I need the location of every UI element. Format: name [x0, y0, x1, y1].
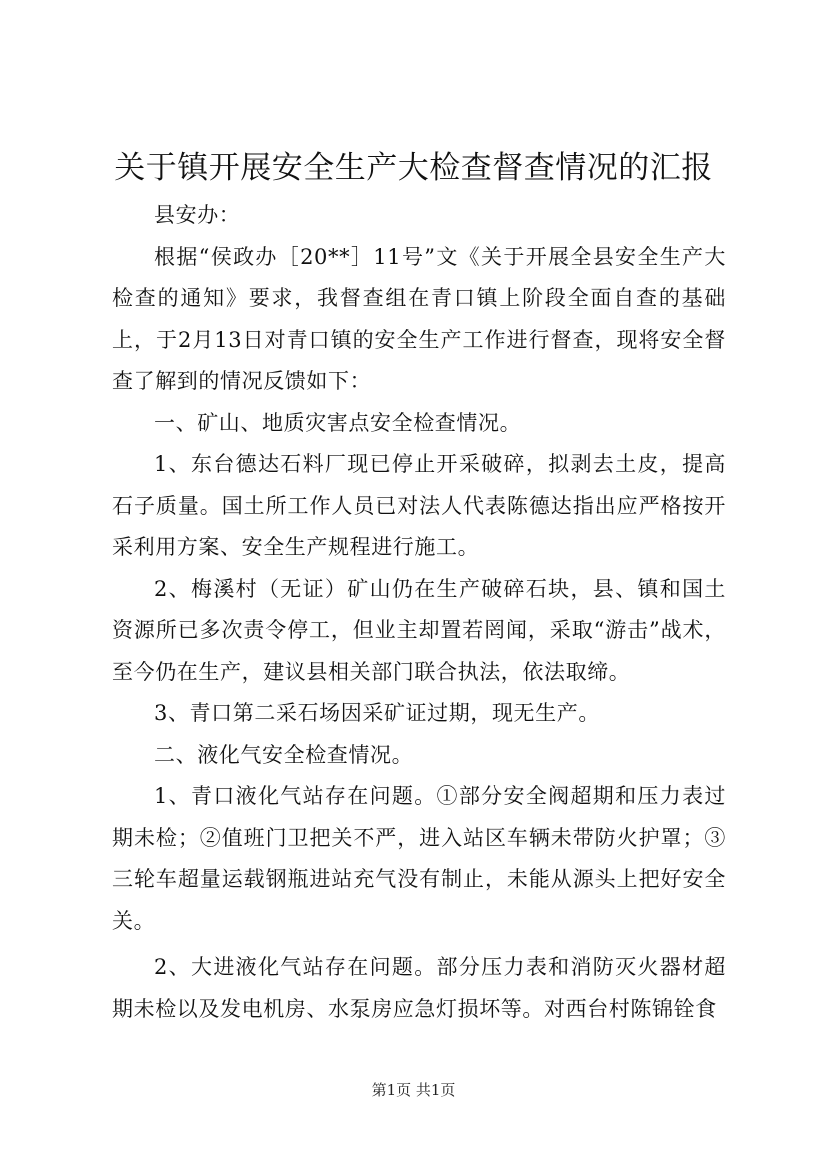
section-heading: 一、矿山、地质灾害点安全检查情况。 — [154, 410, 522, 435]
paragraph: 3、青口第二采石场因采矿证过期，现无生产。 — [154, 701, 600, 725]
section-heading: 二、液化气安全检查情况。 — [154, 742, 414, 767]
paragraph: 2、大进液化气站存在问题。部分压力表和消防灭火器材超期未检以及发电机房、水泵房应急灯损坏等。对西台村陈锦铨食 — [112, 955, 726, 1021]
paragraph: 根据“侯政办［20**］11号”文《关于开展全县安全生产大检查的通知》要求，我督查组在青口镇上阶段全面自查的基础上，于2月13日对青口镇的安全生产工作进行督查，现将安全督查了解到的情况反馈如下： — [112, 244, 726, 393]
page-footer: 第1页 共1页 — [371, 1081, 456, 1099]
paragraph: 1、青口液化气站存在问题。①部分安全阀超期和压力表过期未检；②值班门卫把关不严，进入站区车辆未带防火护罩；③三轮车超量运载钢瓶进站充气没有制止，未能从源头上把好安全关。 — [112, 784, 726, 933]
paragraph: 1、东台德达石料厂现已停止开采破碎，拟剥去土皮，提高石子质量。国土所工作人员已对法人代表陈德达指出应严格按开采利用方案、安全生产规程进行施工。 — [112, 452, 726, 559]
paragraph: 2、梅溪村（无证）矿山仍在生产破碎石块，县、镇和国土资源所已多次责令停工，但业主却置若罔闻，采取“游击”战术，至今仍在生产，建议县相关部门联合执法，依法取缔。 — [112, 576, 726, 684]
document-title: 关于镇开展安全生产大检查督查情况的汇报 — [114, 150, 713, 186]
document-body — [112, 195, 726, 1030]
addressee: 县安办： — [154, 203, 241, 227]
